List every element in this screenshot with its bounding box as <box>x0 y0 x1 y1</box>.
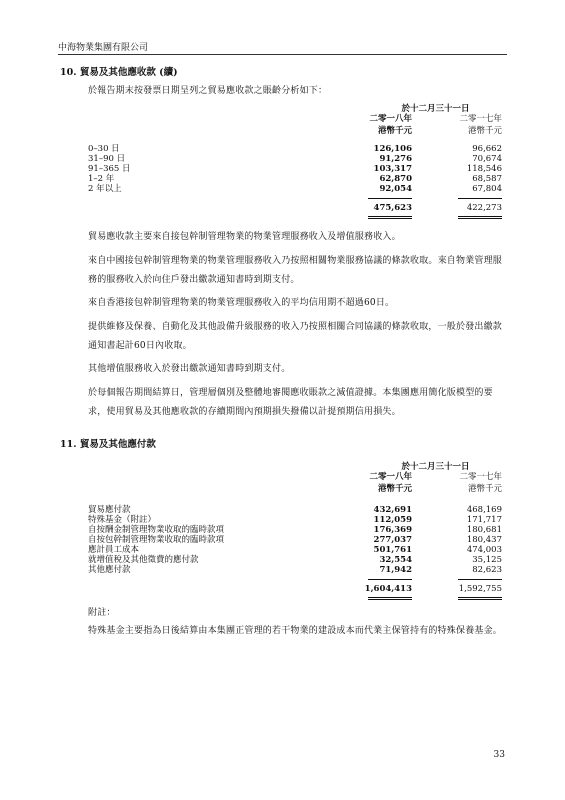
col-2018-unit: 港幣千元 <box>377 126 412 136</box>
note-text: 特殊基金主要指為日後結算由本集團正管理的若干物業的建設成本而代業主保管持有的特殊保養基金。 <box>88 626 503 636</box>
value-2018: 112,059 <box>373 515 412 525</box>
row-label: 31–90 日 <box>88 154 126 164</box>
value-2017: 180,437 <box>466 535 502 545</box>
total-rule-2017 <box>458 597 502 600</box>
page-number: 33 <box>493 750 505 760</box>
value-2018: 277,037 <box>373 535 412 545</box>
value-2018: 62,870 <box>379 174 412 184</box>
table-row <box>88 184 503 194</box>
value-2018: 432,691 <box>373 505 412 515</box>
row-label: 應計員工成本 <box>88 545 140 555</box>
value-2018: 176,369 <box>373 525 412 535</box>
row-label: 其他應付款 <box>88 565 131 575</box>
col-2017-year: 二零一七年 <box>459 114 502 124</box>
table-row <box>88 555 503 565</box>
paragraph: 其他增值服務收入於發出繳款通知書時到期支付。 <box>88 364 291 374</box>
subtotal-rule-2017 <box>458 198 502 199</box>
table-row <box>88 545 503 555</box>
row-label: 特殊基金（附註） <box>88 515 157 525</box>
subtotal-rule-2018 <box>368 198 412 199</box>
subtotal-rule-2018 <box>368 579 412 580</box>
value-2017: 180,681 <box>466 525 502 535</box>
paragraph: 來自香港接包幹制管理物業的物業管理服務收入的平均信用期不超過60日。 <box>88 298 395 308</box>
total-2018: 1,604,413 <box>364 584 412 594</box>
row-label: 1–2 年 <box>88 174 115 184</box>
value-2017: 474,003 <box>466 545 502 555</box>
value-2017: 171,717 <box>466 515 502 525</box>
table-row <box>88 164 503 174</box>
section-10-intro: 於報告期末按發票日期呈列之貿易應收款之賬齡分析如下： <box>88 86 328 96</box>
period-heading: 於十二月三十一日 <box>401 462 470 472</box>
total-rule-2018 <box>368 597 412 600</box>
receivables-ageing-table <box>88 102 503 222</box>
table-row <box>88 154 503 164</box>
col-2018-year: 二零一八年 <box>369 472 412 482</box>
value-2017: 67,804 <box>472 184 502 194</box>
table-row <box>88 535 503 545</box>
header-rule <box>58 54 507 55</box>
period-heading: 於十二月三十一日 <box>401 104 470 114</box>
col-2017-year: 二零一七年 <box>459 472 502 482</box>
table-row <box>88 505 503 515</box>
value-2017: 82,623 <box>472 565 502 575</box>
total-2017: 422,273 <box>466 203 502 213</box>
note-label: 附註： <box>88 608 116 618</box>
total-2018: 475,623 <box>373 203 412 213</box>
value-2018: 32,554 <box>379 555 412 565</box>
total-row <box>88 584 503 594</box>
value-2017: 70,674 <box>472 154 502 164</box>
table-row <box>88 515 503 525</box>
total-rule-2018 <box>368 216 412 219</box>
total-2017: 1,592,755 <box>458 584 502 594</box>
row-label: 0–30 日 <box>88 144 120 154</box>
value-2018: 92,054 <box>379 184 412 194</box>
row-label: 貿易應付款 <box>88 505 131 515</box>
value-2017: 96,662 <box>472 144 502 154</box>
table-row <box>88 174 503 184</box>
value-2017: 35,125 <box>472 555 502 565</box>
table-row <box>88 525 503 535</box>
row-label: 就增值稅及其他徵費的應付款 <box>88 555 199 565</box>
paragraph: 來自中國接包幹制管理物業的物業管理服務收入乃按照相關物業服務協議的條款收取。來自物業管理服務的服務收入於向住戶發出繳款通知書時到期支付。 <box>88 256 503 285</box>
paragraph: 於每個報告期間結算日，管理層個別及整體地審閱應收賬款之減值證據。本集團應用簡化版模型的要求，使用貿易及其他應收款的存續期間內預期損失撥備以計提預期信用損失。 <box>88 388 493 417</box>
col-2018-unit: 港幣千元 <box>377 484 412 494</box>
value-2018: 71,942 <box>379 565 412 575</box>
subtotal-rule-2017 <box>458 579 502 580</box>
value-2018: 126,106 <box>373 144 412 154</box>
table-row <box>88 565 503 575</box>
col-2018-year: 二零一八年 <box>369 114 412 124</box>
value-2017: 118,546 <box>466 164 502 174</box>
value-2017: 68,587 <box>472 174 502 184</box>
value-2018: 91,276 <box>379 154 412 164</box>
row-label: 自按酬金制管理物業收取的臨時款項 <box>88 525 225 535</box>
value-2018: 501,761 <box>373 545 412 555</box>
col-2017-unit: 港幣千元 <box>467 126 502 136</box>
col-2017-unit: 港幣千元 <box>467 484 502 494</box>
value-2017: 468,169 <box>466 505 502 515</box>
row-label: 91–365 日 <box>88 164 131 174</box>
row-label: 自按包幹制管理物業收取的臨時款項 <box>88 535 225 545</box>
paragraph: 提供維修及保養、自動化及其他設備升級服務的收入乃按照相關合同協議的條款收取，一般於發出繳款通知書起計60日內收取。 <box>88 322 503 351</box>
section-11-title: 11. 貿易及其他應付款 <box>60 439 156 450</box>
payables-table <box>88 460 503 600</box>
total-rule-2017 <box>458 216 502 219</box>
paragraph: 貿易應收款主要來自接包幹制管理物業的物業管理服務收入及增值服務收入。 <box>88 232 401 242</box>
row-label: 2 年以上 <box>88 184 122 194</box>
table-row <box>88 144 503 154</box>
value-2018: 103,317 <box>373 164 412 174</box>
section-10-title: 10. 貿易及其他應收款 (續) <box>60 67 178 78</box>
total-row <box>88 203 503 213</box>
company-header: 中海物業集團有限公司 <box>58 43 149 53</box>
